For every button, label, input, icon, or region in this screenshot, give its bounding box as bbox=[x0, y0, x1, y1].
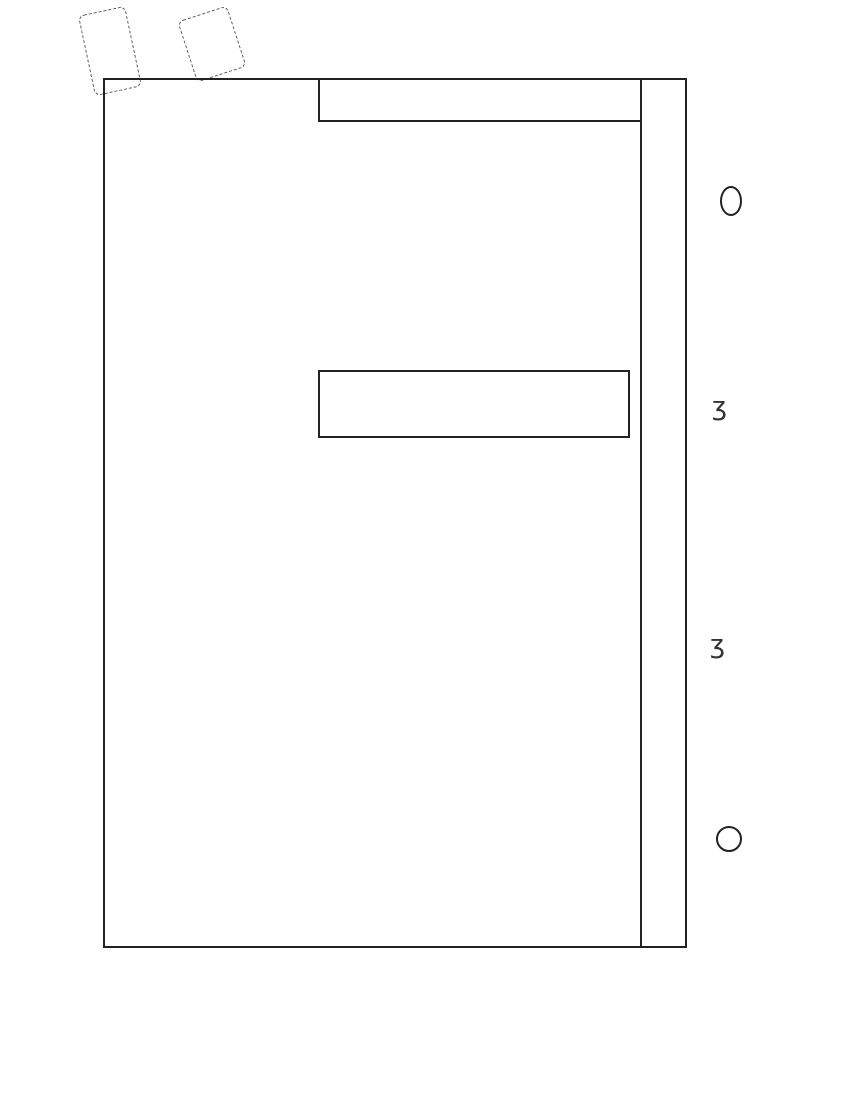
margin-circle-2 bbox=[716, 826, 742, 852]
form-frame bbox=[103, 78, 687, 948]
margin-mark-3: ʒ bbox=[710, 630, 726, 660]
stamp-top-center bbox=[177, 6, 246, 83]
notes-divider bbox=[318, 80, 320, 120]
margin-circle-1 bbox=[720, 186, 742, 216]
header-underline bbox=[318, 120, 640, 122]
title-column-divider bbox=[640, 80, 642, 946]
land-lot-box bbox=[318, 370, 630, 438]
margin-mark-2: ʒ bbox=[712, 392, 728, 422]
